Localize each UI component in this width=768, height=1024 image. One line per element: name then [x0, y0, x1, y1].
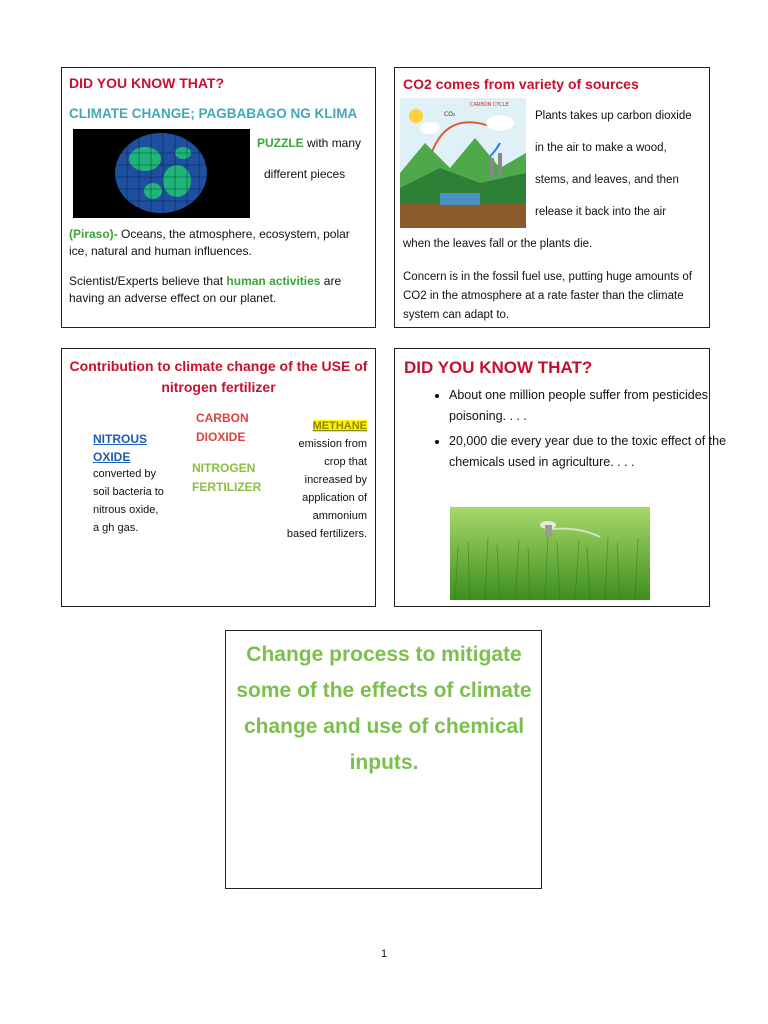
panel-nitrogen-fertilizer	[61, 348, 376, 607]
panel-pesticides	[394, 348, 727, 607]
rice-field-photo	[450, 507, 650, 600]
panel3-heading-line1: Contribution to climate change of the USE of	[69, 358, 368, 374]
nitrous-line1: NITROUS	[93, 432, 147, 446]
piraso-word: (Piraso)	[69, 227, 114, 241]
puzzle-word: PUZZLE	[257, 136, 304, 150]
methane-desc-line: increased by	[304, 474, 367, 486]
nitrous-desc-line: a gh gas.	[93, 522, 139, 534]
methane-desc-line: ammonium	[312, 510, 367, 522]
co2-line-2: in the air to make a wood,	[535, 142, 667, 154]
panel2-heading: CO2 comes from variety of sources	[403, 76, 639, 92]
carbon-dioxide-label	[196, 409, 249, 447]
methane-desc-line: based fertilizers.	[286, 528, 367, 540]
panel3-heading	[62, 356, 375, 398]
nitrous-desc-line: nitrous oxide,	[93, 504, 159, 516]
panel-climate-change	[61, 67, 376, 328]
puzzle-rest: with many	[307, 136, 362, 150]
nitrogen-line2: FERTILIZER	[192, 480, 262, 494]
diagram-co2: CO₂	[444, 111, 456, 118]
nitrogen-line1: NITROGEN	[192, 461, 256, 475]
panel3-heading-line2: nitrogen fertilizer	[161, 379, 276, 395]
panel4-heading: DID YOU KNOW THAT?	[404, 358, 593, 377]
methane-block	[287, 417, 367, 543]
puzzle-line-1	[257, 135, 361, 152]
co2-line-1: Plants takes up carbon dioxide	[535, 110, 692, 122]
nitrogen-fertilizer-label	[192, 459, 261, 497]
co2-line-3: stems, and leaves, and then	[535, 174, 679, 186]
sci-start: Scientist/Experts believe that	[69, 274, 227, 288]
pesticide-bullets	[395, 385, 749, 477]
sci-end: are having an adverse effect on our planet.	[69, 274, 342, 305]
scientist-text	[69, 273, 369, 307]
methane-desc-line: emission from	[298, 438, 367, 450]
nitrous-oxide-label	[93, 430, 147, 466]
carbon-line2: DIOXIDE	[196, 430, 246, 444]
co2-line-5: when the leaves fall or the plants die.	[403, 238, 593, 250]
panel1-heading: DID YOU KNOW THAT?	[69, 75, 225, 91]
carbon-line1: CARBON	[196, 411, 249, 425]
bullet-item: • 20,000 die every year due to the toxic effect of the chemicals used in agriculture. . . .	[449, 431, 749, 473]
page-number: 1	[381, 948, 388, 960]
piraso-text	[69, 226, 369, 260]
panel1-subheading: CLIMATE CHANGE; PAGBABAGO NG KLIMA	[69, 106, 358, 121]
human-activities: human activities	[226, 274, 321, 288]
co2-concern: Concern is in the fossil fuel use, putting huge amounts of CO2 in the atmosphere at a rate faster than the climate system can adapt to.	[403, 271, 692, 321]
nitrous-desc	[93, 465, 164, 537]
carbon-cycle-diagram	[400, 98, 526, 228]
bullet-item: • About one million people suffer from pesticides poisoning. . . .	[449, 385, 749, 427]
puzzle-line-2: different pieces	[264, 167, 346, 181]
methane-desc-line: crop that	[324, 456, 367, 468]
nitrous-line2: OXIDE	[93, 450, 131, 464]
panel-co2-sources	[394, 67, 710, 328]
panel-mitigate	[225, 630, 542, 889]
diagram-title: CARBON CYCLE	[470, 102, 509, 108]
earth-puzzle-image	[73, 129, 250, 218]
nitrous-desc-line: soil bacteria to	[93, 486, 164, 498]
co2-line-4: release it back into the air	[535, 206, 667, 218]
mitigate-text: Change process to mitigate some of the effects of climate change and use of chemical inputs.	[236, 643, 532, 774]
methane-label: METHANE	[312, 420, 367, 432]
piraso-rest: - Oceans, the atmosphere, ecosystem, polar ice, natural and human influences.	[69, 227, 350, 258]
nitrous-desc-line: converted by	[93, 468, 156, 480]
methane-desc-line: application of	[302, 492, 367, 504]
